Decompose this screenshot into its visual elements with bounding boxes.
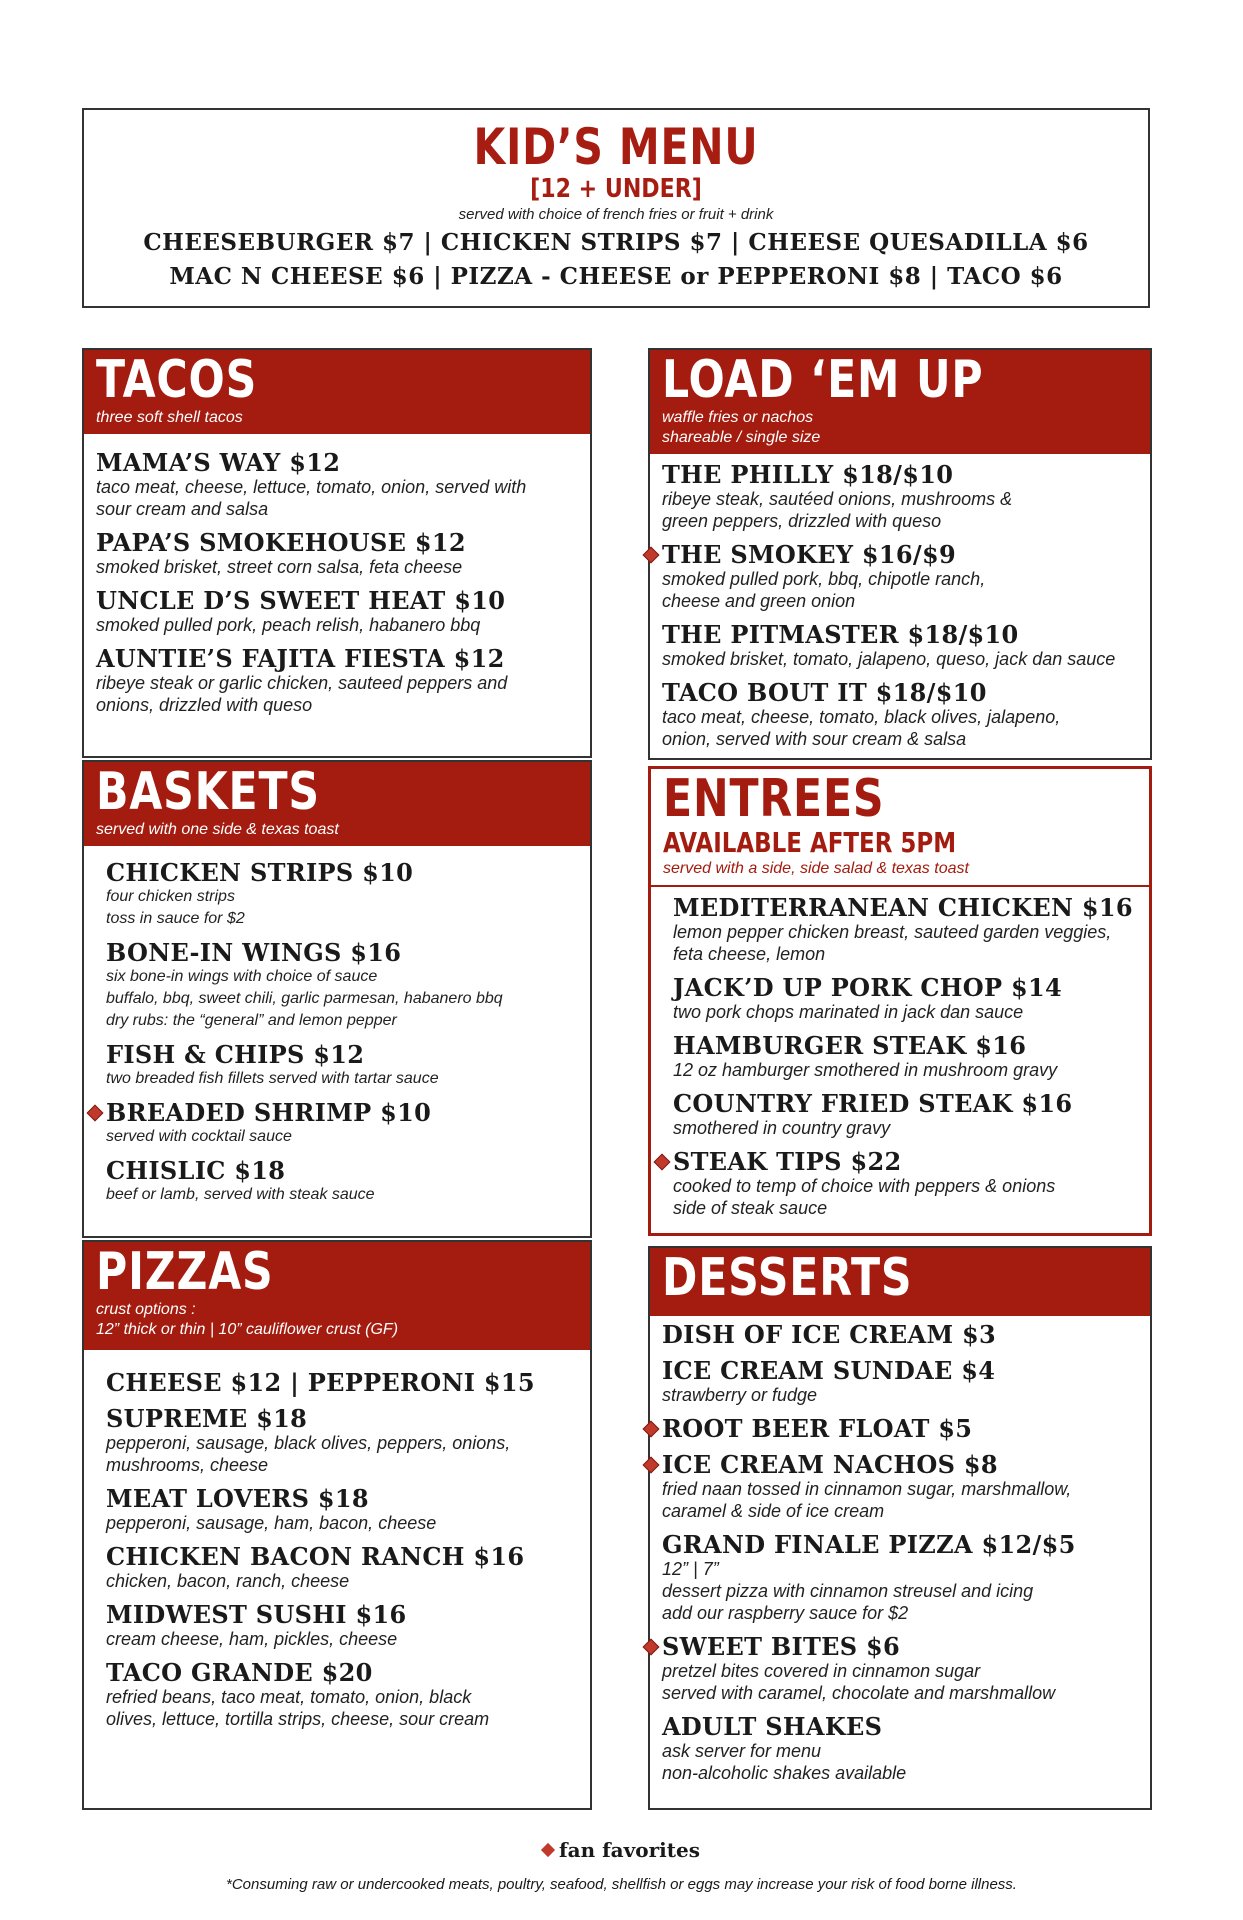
- tacos-title: TACOS: [96, 350, 258, 410]
- menu-item-description: pretzel bites covered in cinnamon sugar: [662, 1661, 981, 1681]
- menu-item-description: onion, served with sour cream & salsa: [662, 729, 967, 749]
- menu-item-description: taco meat, cheese, tomato, black olives, jalapeno,: [662, 707, 1061, 727]
- kids-menu-title: KID’S MENU: [473, 118, 759, 176]
- menu-item-description: add our raspberry sauce for $2: [662, 1603, 909, 1623]
- menu-item-description: smoked brisket, tomato, jalapeno, queso, jack dan sauce: [662, 649, 1116, 669]
- desserts-header: [650, 1248, 1150, 1316]
- menu-item-description: non-alcoholic shakes available: [662, 1763, 907, 1783]
- entrees-header: [651, 769, 1149, 887]
- pizzas-title: PIZZAS: [96, 1242, 274, 1302]
- menu-item-name: DISH OF ICE CREAM $3: [662, 1320, 996, 1349]
- load-em-up-section: [648, 348, 1152, 760]
- menu-item-description: refried beans, taco meat, tomato, onion, black: [106, 1687, 472, 1707]
- menu-item: [662, 1532, 1138, 1624]
- menu-item-description: 12 oz hamburger smothered in mushroom gravy: [673, 1060, 1058, 1080]
- menu-item: [106, 1660, 578, 1730]
- menu-item-name: ROOT BEER FLOAT $5: [662, 1414, 973, 1443]
- fan-favorite-icon: [643, 1421, 660, 1438]
- menu-item-description: caramel & side of ice cream: [662, 1501, 885, 1521]
- tacos-section: [82, 348, 592, 758]
- menu-item: [106, 1370, 578, 1396]
- menu-item-name: TACO BOUT IT $18/$10: [662, 678, 987, 707]
- menu-item: [662, 1714, 1138, 1784]
- tacos-header: [84, 350, 590, 434]
- menu-item-name: CHISLIC $18: [106, 1156, 286, 1185]
- menu-item-description: 12” | 7”: [662, 1559, 719, 1579]
- menu-item-name: TACO GRANDE $20: [106, 1658, 373, 1687]
- menu-item-description: pepperoni, sausage, ham, bacon, cheese: [106, 1513, 437, 1533]
- desserts-title: DESSERTS: [662, 1248, 913, 1308]
- pizzas-section: [82, 1240, 592, 1810]
- pizzas-description-1: crust options :: [96, 1301, 196, 1318]
- baskets-header: [84, 762, 590, 846]
- menu-item: [673, 1149, 1137, 1219]
- baskets-description: served with one side & texas toast: [96, 821, 339, 838]
- menu-item-name: STEAK TIPS $22: [673, 1147, 902, 1176]
- menu-item: [662, 542, 1138, 612]
- menu-item-name: AUNTIE’S FAJITA FIESTA $12: [96, 644, 505, 673]
- entrees-description: served with a side, side salad & texas toast: [663, 860, 969, 877]
- menu-item-description: onions, drizzled with queso: [96, 695, 313, 715]
- menu-item-name: THE PITMASTER $18/$10: [662, 620, 1019, 649]
- load-em-up-description-2: shareable / single size: [662, 429, 821, 446]
- baskets-title: BASKETS: [96, 762, 320, 822]
- fan-favorite-icon: [643, 547, 660, 564]
- menu-item-description: green peppers, drizzled with queso: [662, 511, 942, 531]
- menu-item: [662, 1634, 1138, 1704]
- menu-item-name: MIDWEST SUSHI $16: [106, 1600, 407, 1629]
- menu-item-description: mushrooms, cheese: [106, 1455, 269, 1475]
- menu-item-name: BREADED SHRIMP $10: [106, 1098, 432, 1127]
- fan-favorite-icon: [643, 1639, 660, 1656]
- menu-item: [662, 622, 1138, 670]
- menu-item-description: dessert pizza with cinnamon streusel and icing: [662, 1581, 1034, 1601]
- menu-item-description: ask server for menu: [662, 1741, 822, 1761]
- menu-item: [673, 975, 1137, 1023]
- load-em-up-description-1: waffle fries or nachos: [662, 409, 814, 426]
- load-em-up-title: LOAD ‘EM UP: [662, 350, 984, 410]
- menu-item: [106, 1544, 578, 1592]
- fan-favorites-legend: [0, 1838, 1243, 1862]
- menu-item: [106, 1486, 578, 1534]
- menu-item: [106, 1100, 578, 1148]
- pizzas-header: [84, 1242, 590, 1350]
- menu-item: [662, 462, 1138, 532]
- baskets-section: [82, 760, 592, 1238]
- fan-favorite-icon: [87, 1105, 104, 1122]
- menu-item-name: ICE CREAM SUNDAE $4: [662, 1356, 996, 1385]
- menu-item: [673, 1033, 1137, 1081]
- menu-item-name: SWEET BITES $6: [662, 1632, 901, 1661]
- menu-item-description: taco meat, cheese, lettuce, tomato, onion, served with: [96, 477, 527, 497]
- menu-item-name: ADULT SHAKES: [662, 1712, 883, 1741]
- menu-item: [106, 1602, 578, 1650]
- fan-favorite-icon: [643, 1457, 660, 1474]
- menu-item-description: served with caramel, chocolate and marshmallow: [662, 1683, 1056, 1703]
- menu-item: [662, 1452, 1138, 1522]
- kids-menu-line-2: MAC N CHEESE $6 | PIZZA - CHEESE or PEPPERONI $8 | TACO $6: [169, 263, 1063, 290]
- menu-item-description: cheese and green onion: [662, 591, 856, 611]
- menu-item-description: smothered in country gravy: [673, 1118, 891, 1138]
- menu-item-description: six bone-in wings with choice of sauce: [106, 968, 378, 985]
- menu-item: [96, 450, 578, 520]
- pizzas-description-2: 12” thick or thin | 10” cauliflower crust (GF): [96, 1321, 399, 1338]
- menu-item-description: pepperoni, sausage, black olives, peppers, onions,: [106, 1433, 511, 1453]
- menu-item-description: smoked pulled pork, peach relish, habanero bbq: [96, 615, 481, 635]
- entrees-availability: AVAILABLE AFTER 5PM: [663, 826, 957, 859]
- menu-item-description: beef or lamb, served with steak sauce: [106, 1186, 375, 1203]
- menu-item-description: dry rubs: the “general” and lemon pepper: [106, 1012, 397, 1029]
- menu-item: [106, 1158, 578, 1206]
- menu-item-description: two pork chops marinated in jack dan sauce: [673, 1002, 1024, 1022]
- menu-item-description: cooked to temp of choice with peppers & onions: [673, 1176, 1056, 1196]
- menu-item-name: JACK’D UP PORK CHOP $14: [673, 973, 1062, 1002]
- menu-item-name: GRAND FINALE PIZZA $12/$5: [662, 1530, 1076, 1559]
- fan-favorites-label: fan favorites: [559, 1838, 700, 1862]
- menu-item-description: strawberry or fudge: [662, 1385, 818, 1405]
- menu-item-description: feta cheese, lemon: [673, 944, 826, 964]
- menu-item: [673, 1091, 1137, 1139]
- kids-menu-line-1: CHEESEBURGER $7 | CHICKEN STRIPS $7 | CHEESE QUESADILLA $6: [143, 229, 1089, 256]
- menu-item: [662, 1416, 1138, 1442]
- desserts-section: [648, 1246, 1152, 1810]
- menu-item-name: SUPREME $18: [106, 1404, 308, 1433]
- menu-item-name: MEDITERRANEAN CHICKEN $16: [673, 893, 1133, 922]
- menu-item-description: toss in sauce for $2: [106, 910, 245, 927]
- menu-item-description: served with cocktail sauce: [106, 1128, 292, 1145]
- menu-item-description: buffalo, bbq, sweet chili, garlic parmesan, habanero bbq: [106, 990, 503, 1007]
- menu-item: [662, 1358, 1138, 1406]
- menu-item-name: CHEESE $12 | PEPPERONI $15: [106, 1368, 535, 1397]
- menu-item-name: COUNTRY FRIED STEAK $16: [673, 1089, 1073, 1118]
- entrees-title: ENTREES: [663, 769, 885, 829]
- menu-item-description: sour cream and salsa: [96, 499, 269, 519]
- kids-menu-note: served with choice of french fries or fruit + drink: [458, 206, 774, 223]
- menu-item-name: UNCLE D’S SWEET HEAT $10: [96, 586, 506, 615]
- menu-item-description: lemon pepper chicken breast, sauteed garden veggies,: [673, 922, 1112, 942]
- menu-item-name: CHICKEN BACON RANCH $16: [106, 1542, 525, 1571]
- menu-item-description: ribeye steak or garlic chicken, sauteed peppers and: [96, 673, 508, 693]
- menu-item: [106, 940, 578, 1032]
- menu-item: [662, 680, 1138, 750]
- load-em-up-header: [650, 350, 1150, 454]
- menu-item-description: smoked pulled pork, bbq, chipotle ranch,: [662, 569, 986, 589]
- menu-item-description: fried naan tossed in cinnamon sugar, marshmallow,: [662, 1479, 1072, 1499]
- menu-item: [96, 646, 578, 716]
- tacos-description: three soft shell tacos: [96, 409, 243, 426]
- menu-item-description: smoked brisket, street corn salsa, feta cheese: [96, 557, 463, 577]
- menu-item-name: THE PHILLY $18/$10: [662, 460, 954, 489]
- menu-item: [662, 1322, 1138, 1348]
- menu-item-description: chicken, bacon, ranch, cheese: [106, 1571, 350, 1591]
- menu-item-name: BONE-IN WINGS $16: [106, 938, 402, 967]
- menu-item-description: cream cheese, ham, pickles, cheese: [106, 1629, 398, 1649]
- entrees-section: [648, 766, 1152, 1236]
- menu-item: [106, 860, 578, 930]
- fan-favorite-icon: [541, 1843, 555, 1857]
- menu-item-description: olives, lettuce, tortilla strips, cheese, sour cream: [106, 1709, 490, 1729]
- kids-menu-box: [82, 108, 1150, 308]
- menu-item: [96, 588, 578, 636]
- menu-item: [673, 895, 1137, 965]
- menu-item-name: MAMA’S WAY $12: [96, 448, 341, 477]
- menu-item: [106, 1406, 578, 1476]
- kids-menu-age: [12 + UNDER]: [530, 174, 702, 204]
- menu-item-name: ICE CREAM NACHOS $8: [662, 1450, 998, 1479]
- menu-item-name: PAPA’S SMOKEHOUSE $12: [96, 528, 466, 557]
- disclaimer: *Consuming raw or undercooked meats, poultry, seafood, shellfish or eggs may increase your risk of food borne illness.: [226, 1876, 1017, 1893]
- menu-item-name: FISH & CHIPS $12: [106, 1040, 365, 1069]
- menu-item: [96, 530, 578, 578]
- menu-item-description: two breaded fish fillets served with tartar sauce: [106, 1070, 439, 1087]
- menu-item-name: CHICKEN STRIPS $10: [106, 858, 414, 887]
- menu-item: [106, 1042, 578, 1090]
- menu-item-name: THE SMOKEY $16/$9: [662, 540, 956, 569]
- menu-item-name: MEAT LOVERS $18: [106, 1484, 369, 1513]
- menu-item-description: four chicken strips: [106, 888, 235, 905]
- menu-item-description: ribeye steak, sautéed onions, mushrooms &: [662, 489, 1013, 509]
- menu-item-description: side of steak sauce: [673, 1198, 828, 1218]
- menu-item-name: HAMBURGER STEAK $16: [673, 1031, 1027, 1060]
- fan-favorite-icon: [654, 1154, 671, 1171]
